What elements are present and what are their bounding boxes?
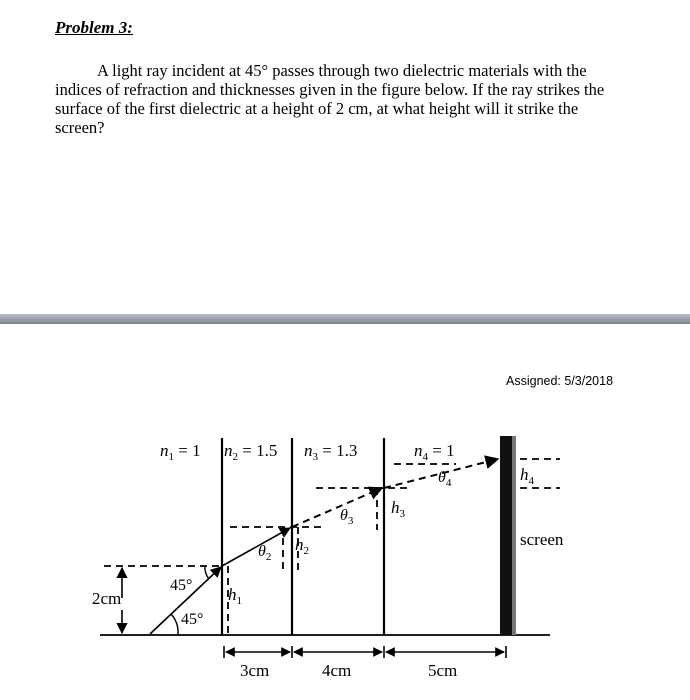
label-h3: $h_3$ (391, 498, 405, 520)
label-h1: $h_1$ (228, 585, 242, 607)
label-theta4: $\theta_4$ (438, 469, 452, 489)
label-height: 2cm (92, 589, 122, 608)
label-angle-bottom: 45° (181, 611, 204, 628)
label-dim-5cm: 5cm (428, 661, 458, 680)
label-n4: $n_4 = 1$ (414, 441, 455, 463)
assigned-date: Assigned: 5/3/2018 (506, 374, 614, 388)
problem-title: Problem 3: (55, 18, 133, 37)
problem-statement: A light ray incident at 45° passes through two dielectric materials with the indices of refraction and thicknesses given in the figure below. If the ray strikes the surface of the first dielectric at a height of 2 cm, at what height will it strike the screen? (55, 61, 605, 137)
label-theta2: $\theta_2$ (258, 543, 272, 563)
label-dim-3cm: 3cm (240, 661, 270, 680)
label-n1: $n_1 = 1$ (160, 441, 201, 463)
label-n3: $n_3 = 1.3$ (304, 441, 358, 463)
ray-segment-2 (222, 528, 290, 566)
screen (500, 436, 512, 635)
label-screen: screen (520, 530, 564, 549)
angle-arc-top (205, 566, 209, 579)
ray-segment-3 (292, 488, 382, 527)
label-n2: $n_2 = 1.5$ (224, 441, 278, 463)
angle-arc-bottom (171, 614, 178, 635)
label-theta3: $\theta_3$ (340, 507, 354, 527)
label-h4: $h_4$ (520, 465, 534, 487)
label-angle-top: 45° (170, 577, 193, 594)
label-h2: $h_2$ (295, 535, 309, 557)
label-dim-4cm: 4cm (322, 661, 352, 680)
